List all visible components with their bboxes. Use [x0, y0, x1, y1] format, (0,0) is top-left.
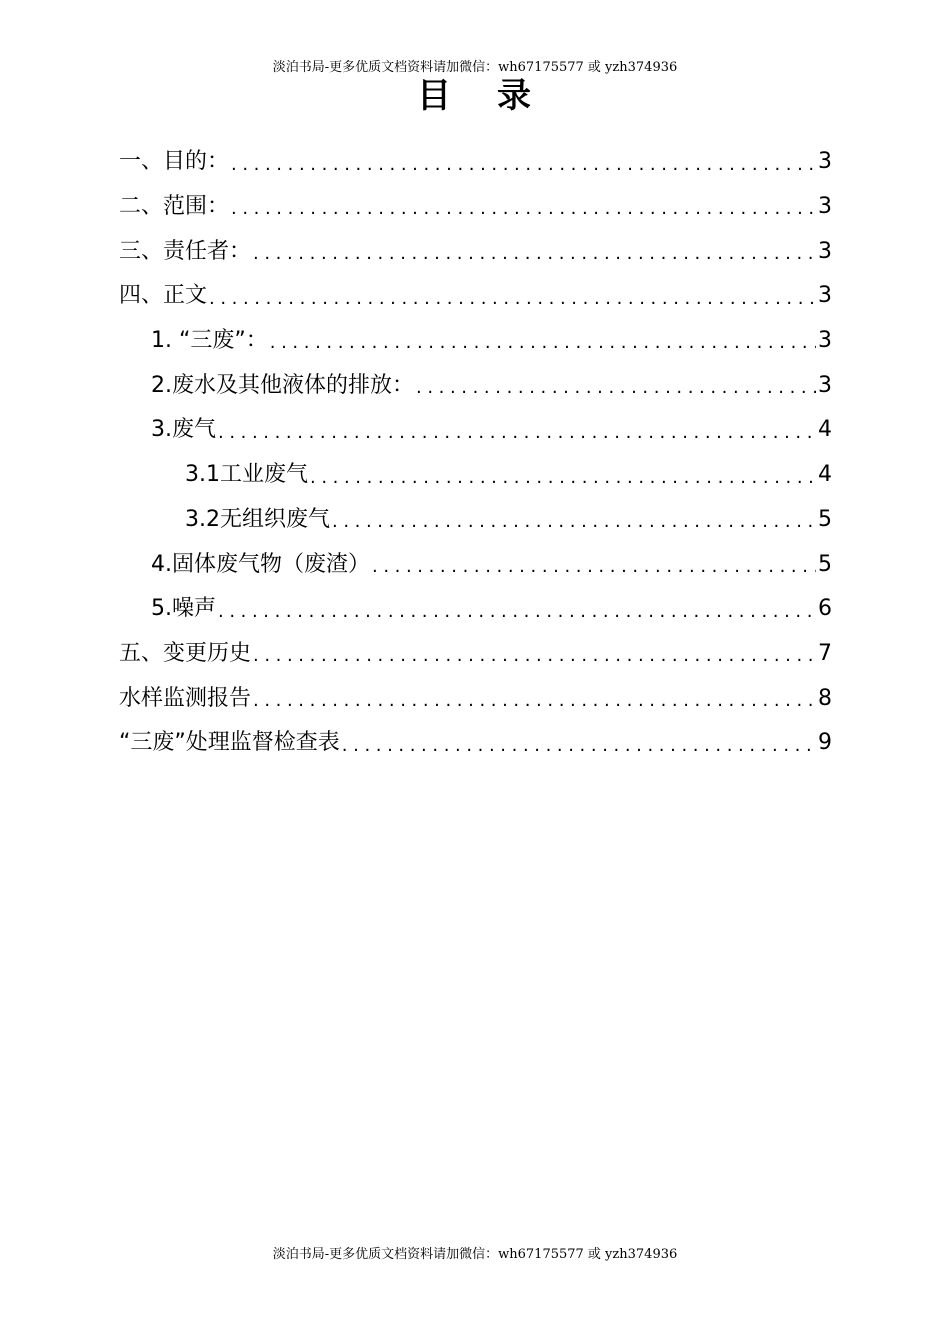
- toc-page-number: 3: [818, 328, 832, 354]
- toc-dot-leader: [253, 245, 816, 274]
- toc-entry[interactable]: [151, 587, 832, 632]
- toc-entry-label: 一、目的：: [119, 149, 230, 175]
- toc-entry[interactable]: [119, 140, 832, 185]
- toc-page-number: 4: [818, 417, 832, 443]
- toc-dot-leader: [218, 603, 816, 632]
- toc-entry-label: 二、范围：: [119, 194, 230, 220]
- toc-entry-label: 四、正文: [119, 283, 208, 309]
- toc-dot-leader: [253, 647, 816, 676]
- header-note: 淡泊书局-更多优质文档资料请加微信：wh67175577 或 yzh374936: [272, 60, 678, 75]
- toc-page-number: 3: [818, 238, 832, 264]
- toc-dot-leader: [253, 692, 816, 721]
- toc-page-number: 3: [818, 149, 832, 175]
- toc-dot-leader: [342, 737, 816, 766]
- toc-page-number: 8: [818, 685, 832, 711]
- table-of-contents: [0, 140, 950, 766]
- toc-entry[interactable]: [185, 498, 832, 543]
- toc-entry[interactable]: [119, 676, 832, 721]
- toc-page-number: 7: [818, 640, 832, 666]
- toc-entry-label: 3.1工业废气: [185, 462, 308, 488]
- toc-entry[interactable]: [151, 363, 832, 408]
- toc-dot-leader: [209, 290, 816, 319]
- toc-entry-label: 三、责任者：: [119, 238, 252, 264]
- toc-entry[interactable]: [119, 721, 832, 766]
- toc-entry-label: 3.废气: [151, 417, 216, 443]
- toc-dot-leader: [310, 469, 816, 498]
- toc-entry-label: 3.2无组织废气: [185, 506, 330, 532]
- toc-entry[interactable]: [119, 229, 832, 274]
- toc-page-number: 3: [818, 372, 832, 398]
- toc-page-number: 5: [818, 506, 832, 532]
- toc-entry[interactable]: [151, 542, 832, 587]
- toc-entry-label: 5.噪声: [151, 596, 216, 622]
- toc-dot-leader: [231, 200, 816, 229]
- toc-entry-label: 五、变更历史: [119, 640, 252, 666]
- toc-page-number: 3: [818, 283, 832, 309]
- page-title-part-1: 目: [417, 76, 453, 116]
- toc-dot-leader: [416, 379, 816, 408]
- toc-entry-label: 2.废水及其他液体的排放：: [151, 372, 414, 398]
- page-title-part-2: 录: [497, 76, 533, 116]
- toc-entry-label: “三废”处理监督检查表: [119, 730, 340, 756]
- toc-entry[interactable]: [151, 408, 832, 453]
- toc-page-number: 4: [818, 462, 832, 488]
- toc-entry[interactable]: [119, 274, 832, 319]
- toc-entry-label: 1. “三废”：: [151, 328, 268, 354]
- toc-entry[interactable]: [119, 632, 832, 677]
- toc-entry-label: 水样监测报告: [119, 685, 252, 711]
- toc-page-number: 3: [818, 194, 832, 220]
- toc-dot-leader: [270, 334, 816, 363]
- toc-dot-leader: [218, 424, 816, 453]
- toc-entry[interactable]: [151, 319, 832, 364]
- toc-dot-leader: [231, 156, 816, 185]
- toc-page-number: 5: [818, 551, 832, 577]
- toc-entry[interactable]: [185, 453, 832, 498]
- footer-note: 淡泊书局-更多优质文档资料请加微信：wh67175577 或 yzh374936: [272, 1247, 678, 1262]
- toc-entry-label: 4.固体废气物（废渣）: [151, 551, 370, 577]
- toc-entry[interactable]: [119, 185, 832, 230]
- toc-dot-leader: [372, 558, 816, 587]
- toc-page-number: 9: [818, 730, 832, 756]
- page-title: [0, 76, 950, 116]
- toc-page-number: 6: [818, 596, 832, 622]
- toc-dot-leader: [332, 513, 816, 542]
